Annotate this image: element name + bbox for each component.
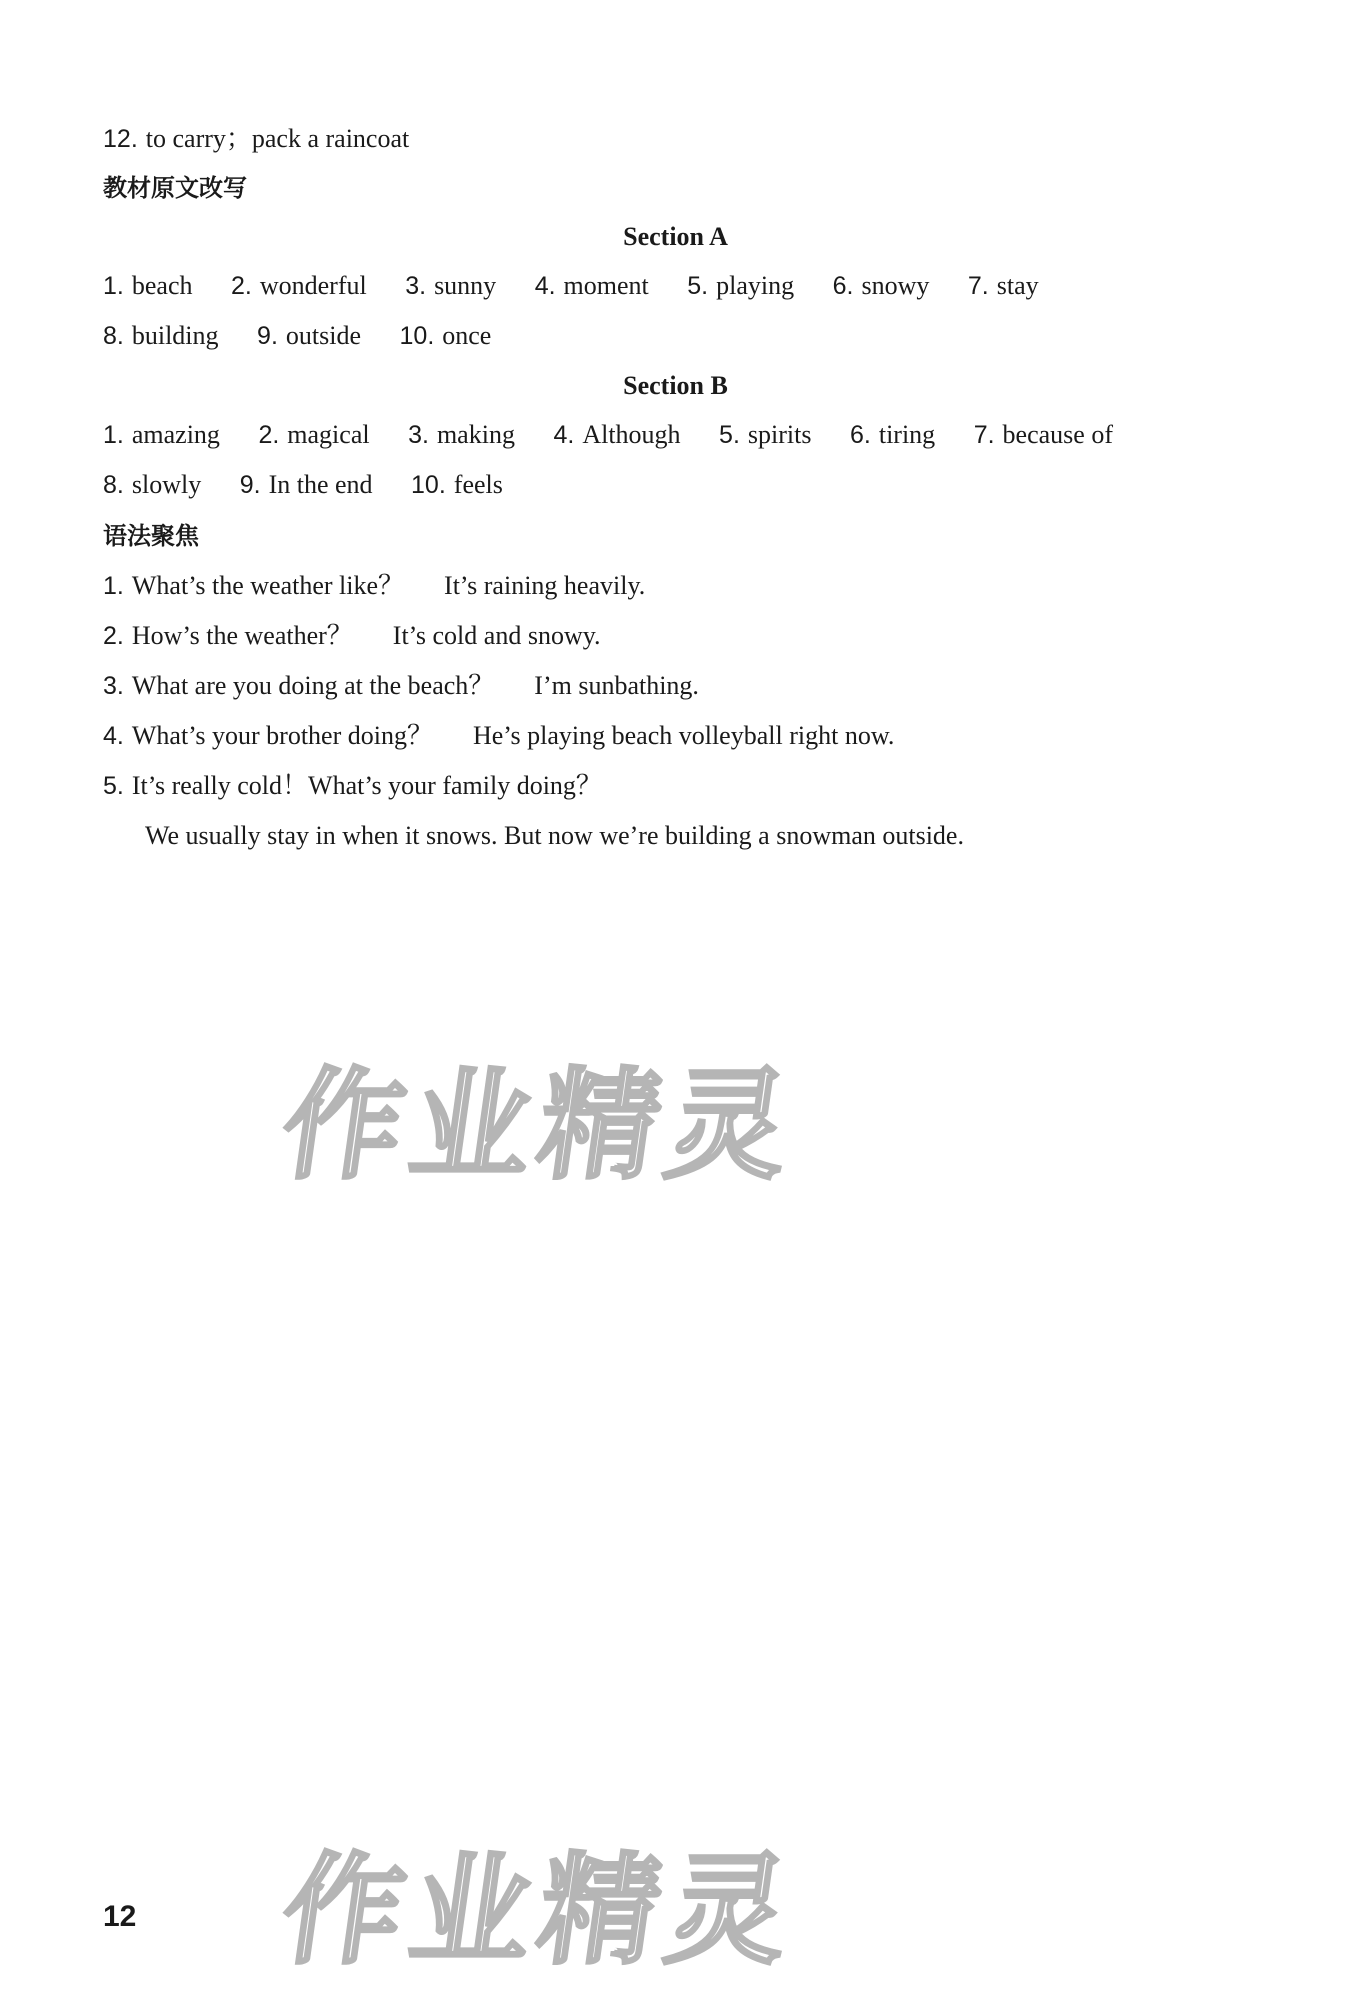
grammar-question: What’s the weather like？	[131, 571, 405, 600]
section-a-item: 2 . wonderful	[231, 270, 367, 302]
grammar-answer: It’s cold and snowy.	[392, 621, 601, 650]
grammar-item-3: 3 . What are you doing at the beach？ I’m sunbathing.	[103, 670, 699, 702]
watermark-logo: 作业精灵	[273, 1842, 806, 1981]
grammar-item-1: 1 . What’s the weather like？ It’s raining heavily.	[103, 570, 645, 602]
section-b-item: 5 . spirits	[719, 419, 811, 451]
section-a-row-1	[103, 270, 1071, 302]
section-a-item: 9 . outside	[257, 320, 361, 352]
grammar-answer: I’m sunbathing.	[534, 671, 699, 700]
rewrite-heading: 教材原文改写	[103, 174, 247, 202]
grammar-item-5: 5 . It’s really cold！What’s your family doing？	[103, 770, 602, 802]
section-b-item: 3 . making	[408, 419, 515, 451]
grammar-answer: It’s raining heavily.	[444, 571, 646, 600]
section-a-item: 6 . snowy	[833, 270, 930, 302]
item-text: to carry；pack a raincoat	[145, 124, 410, 153]
grammar-question: What’s your brother doing？	[131, 721, 433, 750]
grammar-answer: He’s playing beach volleyball right now.	[472, 721, 895, 750]
grammar-question: How’s the weather？	[131, 621, 353, 650]
section-a-title: Section A	[623, 222, 728, 251]
section-b-item: 2 . magical	[258, 419, 369, 451]
section-a-item: 10 . once	[400, 320, 492, 352]
section-b-item: 10 . feels	[411, 469, 503, 501]
watermark-logo: 作业精灵	[273, 1057, 806, 1196]
grammar-item-5-answer	[145, 820, 964, 852]
section-a-row-2	[103, 320, 523, 352]
section-b-title: Section B	[623, 371, 728, 400]
section-b-item: 6 . tiring	[850, 419, 935, 451]
section-b-item: 4 . Although	[553, 419, 680, 451]
grammar-heading: 语法聚焦	[103, 522, 199, 550]
section-b-row-2	[103, 469, 535, 501]
section-a-item: 5 . playing	[687, 270, 794, 302]
grammar-question: It’s really cold！What’s your family doing？	[131, 771, 602, 800]
answer-line-12	[103, 123, 409, 155]
section-b-row-1	[103, 419, 1145, 451]
page-number: 12	[103, 1900, 137, 1933]
grammar-item-4: 4 . What’s your brother doing？ He’s playing beach volleyball right now.	[103, 720, 894, 752]
grammar-answer: We usually stay in when it snows. But now we’re building a snowman outside.	[145, 821, 964, 850]
grammar-question: What are you doing at the beach？	[131, 671, 495, 700]
section-b-item: 8 . slowly	[103, 469, 201, 501]
section-a-item: 7 . stay	[968, 270, 1039, 302]
grammar-item-2: 2 . How’s the weather？ It’s cold and snowy.	[103, 620, 601, 652]
item-number: 12 .	[103, 125, 146, 153]
section-b-item: 9 . In the end	[240, 469, 373, 501]
section-b-item: 1 . amazing	[103, 419, 220, 451]
section-a-item: 3 . sunny	[405, 270, 496, 302]
section-a-item: 4 . moment	[535, 270, 649, 302]
section-b-item: 7 . because of	[974, 419, 1113, 451]
section-a-item: 8 . building	[103, 320, 219, 352]
section-a-item: 1 . beach	[103, 270, 192, 302]
